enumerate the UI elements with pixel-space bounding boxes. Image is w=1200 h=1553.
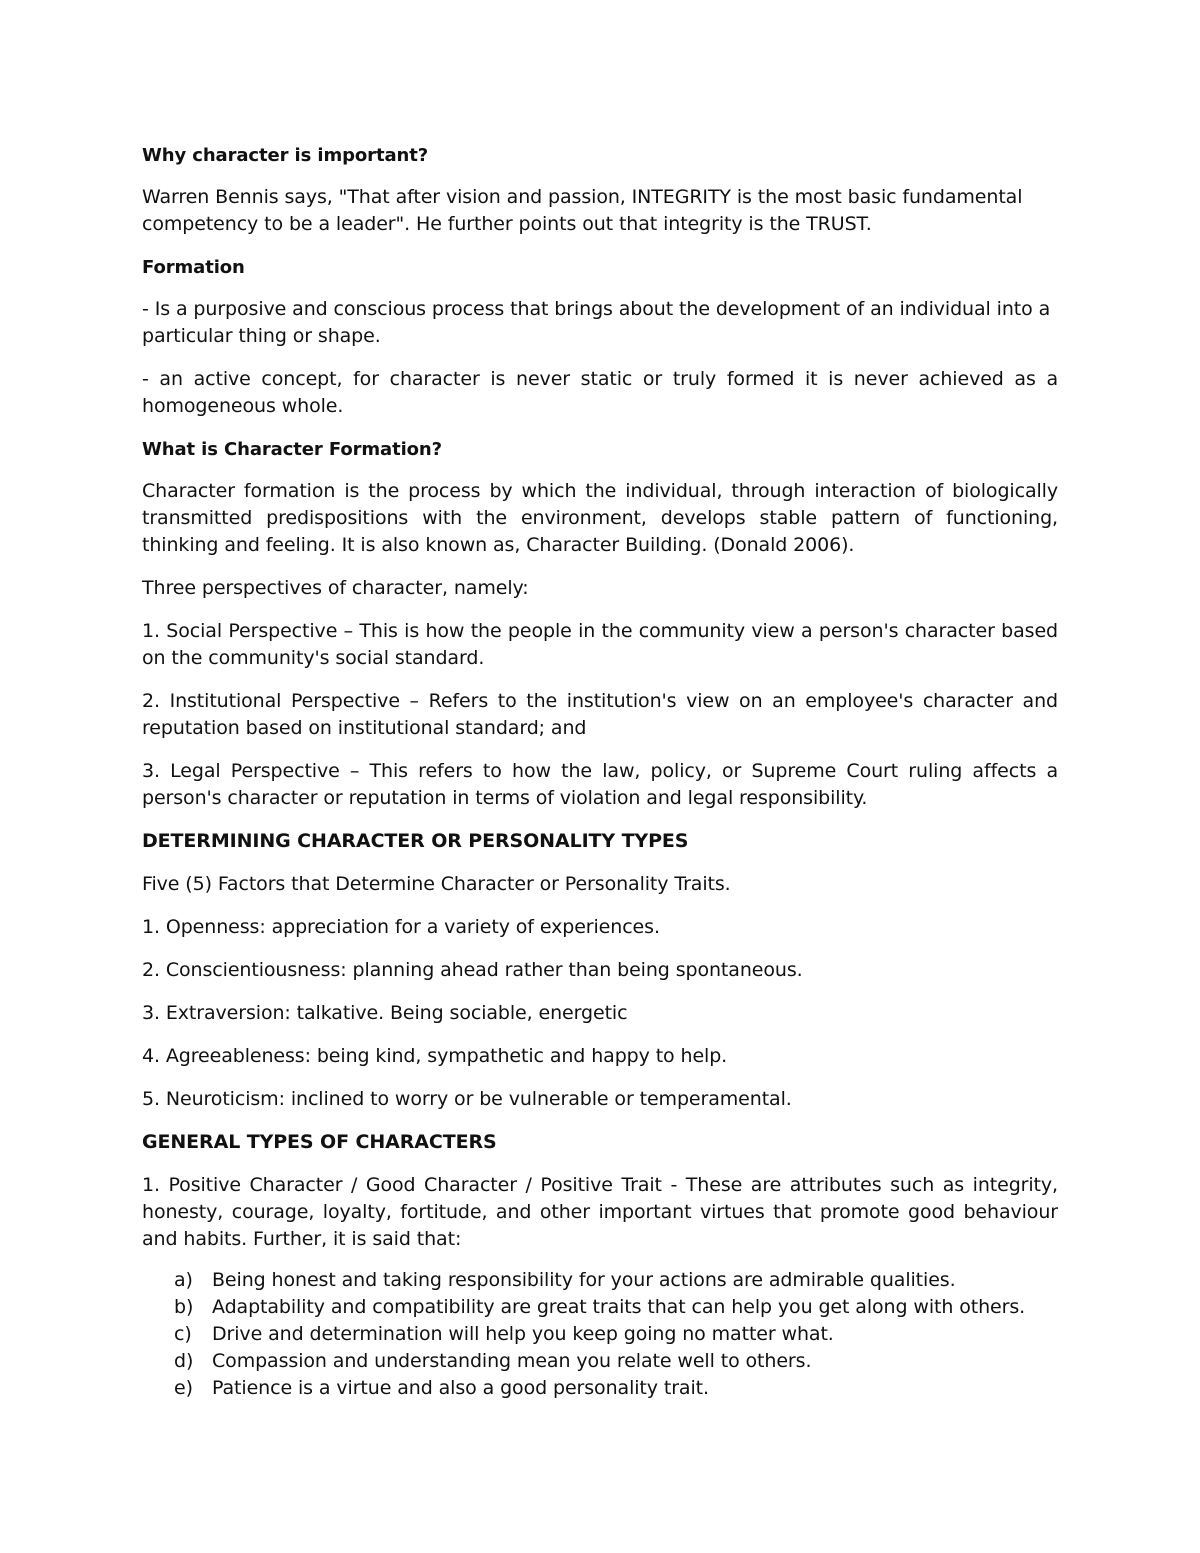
list-item — [142, 1321, 1058, 1348]
paragraph-character-formation-definition: Character formation is the process by which the individual, through interaction of biologically transmitted predispositions with the environment, develops stable pattern of functioning, thinking and feeling. It is also known as, Character Building. (Donald 2006). — [142, 480, 1058, 556]
perspective-item: 1. Social Perspective – This is how the people in the community view a person's character based on the community's social standard. — [142, 620, 1058, 669]
qualities-list — [142, 1267, 1058, 1402]
paragraph-formation-2: - an active concept, for character is never static or truly formed it is never achieved as a homogeneous whole. — [142, 368, 1058, 417]
paragraph-positive-character: 1. Positive Character / Good Character / Positive Trait - These are attributes such as integrity, honesty, courage, loyalty, fortitude, and other important virtues that promote good behaviour and habits. Further, it is said that: — [142, 1174, 1058, 1250]
factor-item: 4. Agreeableness: being kind, sympathetic and happy to help. — [142, 1045, 728, 1067]
document-page — [142, 142, 1058, 1402]
list-marker: d) — [174, 1350, 194, 1372]
perspective-item: 2. Institutional Perspective – Refers to the institution's view on an employee's character and reputation based on institutional standard; and — [142, 690, 1058, 739]
list-item — [142, 1267, 1058, 1294]
heading-general-types: GENERAL TYPES OF CHARACTERS — [142, 1131, 497, 1153]
factor-item: 5. Neuroticism: inclined to worry or be vulnerable or temperamental. — [142, 1088, 792, 1110]
list-item-text: Compassion and understanding mean you relate well to others. — [212, 1350, 812, 1372]
list-item-text: Drive and determination will help you keep going no matter what. — [212, 1323, 834, 1345]
list-item-text: Patience is a virtue and also a good personality trait. — [212, 1377, 709, 1399]
list-marker: c) — [174, 1323, 192, 1345]
list-item — [142, 1375, 1058, 1402]
list-item — [142, 1348, 1058, 1375]
heading-determining-character: DETERMINING CHARACTER OR PERSONALITY TYPES — [142, 830, 689, 852]
heading-what-is-character-formation: What is Character Formation? — [142, 439, 442, 460]
factor-item: 2. Conscientiousness: planning ahead rather than being spontaneous. — [142, 959, 803, 981]
list-item-text: Being honest and taking responsibility for your actions are admirable qualities. — [212, 1269, 956, 1291]
factor-item: 1. Openness: appreciation for a variety of experiences. — [142, 916, 660, 938]
paragraph-factors-intro: Five (5) Factors that Determine Character or Personality Traits. — [142, 873, 731, 895]
heading-why-character: Why character is important? — [142, 145, 429, 166]
paragraph-bennis-quote: Warren Bennis says, "That after vision and passion, INTEGRITY is the most basic fundamental competency to be a leader". He further points out that integrity is the TRUST. — [142, 186, 1023, 235]
list-marker: e) — [174, 1377, 193, 1399]
list-item — [142, 1294, 1058, 1321]
list-item-text: Adaptability and compatibility are great traits that can help you get along with others. — [212, 1296, 1026, 1318]
paragraph-perspectives-intro: Three perspectives of character, namely: — [142, 577, 529, 599]
heading-formation: Formation — [142, 257, 245, 278]
perspective-item: 3. Legal Perspective – This refers to how the law, policy, or Supreme Court ruling affects a person's character or reputation in terms of violation and legal responsibility. — [142, 760, 1058, 809]
list-marker: a) — [174, 1269, 193, 1291]
factor-item: 3. Extraversion: talkative. Being sociable, energetic — [142, 1002, 628, 1024]
paragraph-formation-1: - Is a purposive and conscious process that brings about the development of an individual into a particular thing or shape. — [142, 298, 1051, 347]
list-marker: b) — [174, 1296, 194, 1318]
